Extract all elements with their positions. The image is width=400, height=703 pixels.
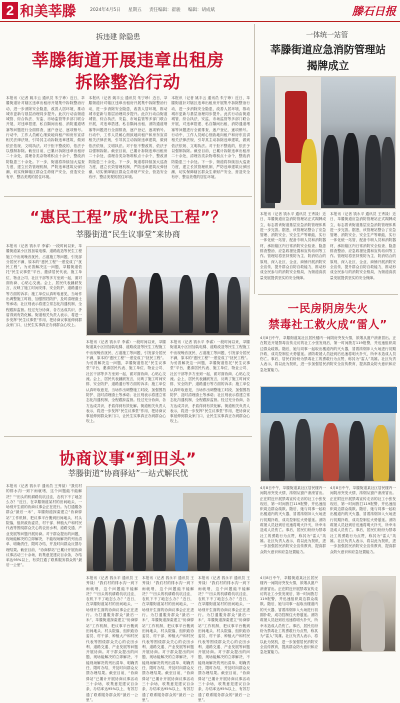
person-figure xyxy=(295,419,311,481)
responsible-editor: 责任编辑：翟骏 xyxy=(149,8,181,13)
person-figure xyxy=(153,515,166,571)
person-figure xyxy=(381,137,395,205)
person-figure xyxy=(329,595,351,651)
section-divider xyxy=(258,294,398,295)
page-header xyxy=(0,0,400,22)
person-figure xyxy=(197,517,210,571)
meeting-photo xyxy=(86,246,250,336)
article4-title-line1: 一民房阴房失火 xyxy=(287,302,369,315)
person-figure xyxy=(361,591,385,651)
field-meeting-photo xyxy=(86,486,250,572)
article1-column: 本报讯（记者 姚丰云 通讯员 朱宁珍）近日，莘滕街道针对辖区违章出租房开展集中拆除整治行动，进一步消除安全隐患，改善人居环境，推动城市更新与基层治理同步提升。此次行动由街道城管、综合执法、安监、市场监管等多部门联合开展，对违章搭建、私自隔间出租、消防通道堵塞等问题进行全面排查，逐户登记、逐项销号。行动中，工作人员耐心细致地向租户和房东宣讲相关法律法规，引导其主动拆除违章建筑，做到依法依规、文明执法。对于拒不整改的，依法予以强制拆除。截至目前，已累计拆除违章出租房二十余处，清理各类杂物堆积点十余个，整改消防隐患三十余处。下一步，街道将持续加大巡查力度，建立长效管理机制，严防违章建筑反弹回潮，切实保障辖区群众生命财产安全，营造安全有序、整洁美观的居住环境。 xyxy=(88,96,168,180)
article1-title-line2: 拆除整治行动 xyxy=(75,73,181,93)
article4-column: 4月8日中午，莘滕街道某社区居民楼内一间阴房突发火情，浓烟从窗户滚滚冒出。正在附近开展禁毒宣传走访的社工小张发现后，第一时间拨打119报警，并迅速组织周边群众疏散。随后，她与同事一起取出楼道内的灭火器，冒着浓烟冲入火场进行初期扑救，成功控制住火势蔓延。消防救援人员赶到后迅速将明火扑灭，所幸未造成人员伤亡。事后，居民们纷纷为禁毒社工的勇敢行为点赞，称其为“雷人”英雄。社区负责人表示，将以此为契机，进一步加强居民消防安全宣传教育，提高群众防火意识和应急处置能力。 xyxy=(260,336,396,372)
person-figure xyxy=(269,421,285,481)
issue-date: 2024年4月5日 xyxy=(90,8,121,13)
person-figure xyxy=(301,139,317,205)
person-figure xyxy=(123,277,137,333)
person-figure xyxy=(133,517,146,571)
person-figure xyxy=(227,277,241,333)
person-figure xyxy=(219,517,232,571)
article3-column: 本报讯（记者 钱永平 李睿）一段时间以来，莘滕街道某小区因加装电梯、道路改造等民生工程施工中出现噪音扰民、占道施工等问题，引发部分居民不满，原本的“惠民工程”一度变成了“扰民工程”。为妥善解决这一问题，莘滕街道依托“民生议事堂”平台，邀请居民代表、施工单位、物业公司、社区干部等多方坐到一起，面对面协商、心贴心交流。会上，居民代表踊跃发言，反映了施工时间安排、安全防护、道路通行等方面的诉求；施工单位认真听取意见，当场作出调整施工时段、加强围挡防护、及时清理渣土等承诺；社区则表示将建立常态化沟通机制，全程跟踪监督。经过充分协商，各方达成共识，矛盾得到有效化解。街道相关负责人表示，将进一步发挥“民生议事堂”作用，把协商议事延伸到群众家门口，让民生实事真正办到群众心坎上。 xyxy=(170,340,250,424)
article1-title-line1: 莘滕街道开展违章出租房 xyxy=(31,51,225,71)
person-figure xyxy=(149,273,163,333)
person-figure xyxy=(323,423,339,481)
person-figure xyxy=(113,519,126,571)
person-figure xyxy=(97,275,111,333)
article5-column: 本报讯（记者 钱永平 通讯员 王秀禄）“我们村的排水沟一到下雨就堵，这个问题能不能解决？”“田头的机耕路坑坑洼洼，农机下不了地怎么办？”近日，在莘滕街道某村的田间地头，一场别开生面的协商议事会正在进行。为打通服务群众“最后一米”，莘滕街道探索建立“协商驿站”工作机制，把议事平台搬到田间地头、村头院落，组织政协委员、村干部、种植大户和村民代表等围绕群众关心的农田水利、道路交通、产业发展等问题开展协商。对于群众提出的问题，现场能解决的立即解决，不能现场解决的列出清单、明确责任、限时办结，并及时向群众反馈办理结果。截至目前，“协商驿站”已累计开展协商议事活动三十余场，收集意见建议百余条，办结率达95%以上，有效打通了联系服务群众的“最后一公里”。 xyxy=(86,576,138,702)
article5-body-right xyxy=(86,576,250,702)
article1-column: 本报讯（记者 姚丰云 通讯员 朱宁珍）近日，莘滕街道针对辖区违章出租房开展集中拆除整治行动，进一步消除安全隐患，改善人居环境，推动城市更新与基层治理同步提升。此次行动由街道城管、综合执法、安监、市场监管等多部门联合开展，对违章搭建、私自隔间出租、消防通道堵塞等问题进行全面排查，逐户登记、逐项销号。行动中，工作人员耐心细致地向租户和房东宣讲相关法律法规，引导其主动拆除违章建筑，做到依法依规、文明执法。对于拒不整改的，依法予以强制拆除。截至目前，已累计拆除违章出租房二十余处，清理各类杂物堆积点十余个，整改消防隐患三十余处。下一步，街道将持续加大巡查力度，建立长效管理机制，严防违章建筑反弹回潮，切实保障辖区群众生命财产安全，营造安全有序、整洁美观的居住环境。 xyxy=(171,96,251,180)
article5-column: 本报讯（记者 钱永平 通讯员 王秀禄）“我们村的排水沟一到下雨就堵，这个问题能不能解决？”“田头的机耕路坑坑洼洼，农机下不了地怎么办？”近日，在莘滕街道某村的田间地头，一场别开生面的协商议事会正在进行。为打通服务群众“最后一米”，莘滕街道探索建立“协商驿站”工作机制，把议事平台搬到田间地头、村头院落，组织政协委员、村干部、种植大户和村民代表等围绕群众关心的农田水利、道路交通、产业发展等问题开展协商。对于群众提出的问题，现场能解决的立即解决，不能现场解决的列出清单、明确责任、限时办结，并及时向群众反馈办理结果。截至目前，“协商驿站”已累计开展协商议事活动三十余场，收集意见建议百余条，办结率达95%以上，有效打通了联系服务群众的“最后一公里”。 xyxy=(198,576,250,702)
article2-title-line1: 莘滕街道应急消防管理站 xyxy=(270,44,386,56)
article2-kicker: 一体统一站管 xyxy=(306,31,348,39)
article5-title: 协商议事“到田头” xyxy=(59,449,197,468)
section-title: 和美莘滕 xyxy=(20,4,76,20)
building xyxy=(183,493,243,523)
article2-column: 本报讯（记者 钱永平 通讯员 王秀禄）近日，莘滕街道应急消防管理站正式揭牌成立，标志着该街道基层应急消防管理体系进一步完善。据悉，该管理站整合了应急管理、消防安全、安全生产等职能，实行一体化统一站管，配备专职人员和消防器材，承担辖区内日常消防安全检查、隐患排查整治、应急救援处置和宣传培训等工作。管理站将坚持预防为主、防消结合的原则，深入社区、企业、商铺开展消防安全宣传，提升群众自防自救能力，推动形成全民参与的消防安全格局，为街道高质量发展提供坚实的安全保障。 xyxy=(260,212,326,280)
article2-column: 本报讯（记者 钱永平 通讯员 王秀禄）近日，莘滕街道应急消防管理站正式揭牌成立，标志着该街道基层应急消防管理体系进一步完善。据悉，该管理站整合了应急管理、消防安全、安全生产等职能，实行一体化统一站管，配备专职人员和消防器材，承担辖区内日常消防安全检查、隐患排查整治、应急救援处置和宣传培训等工作。管理站将坚持预防为主、防消结合的原则，深入社区、企业、商铺开展消防安全宣传，提升群众自防自救能力，推动形成全民参与的消防安全格局，为街道高质量发展提供坚实的安全保障。 xyxy=(330,212,396,280)
article1-kicker: 拆违建 除隐患 xyxy=(96,33,141,41)
article5-body-left xyxy=(6,484,82,652)
article3-column: 本报讯（记者 钱永平 李睿）一段时间以来，莘滕街道某小区因加装电梯、道路改造等民生工程施工中出现噪音扰民、占道施工等问题，引发部分居民不满，原本的“惠民工程”一度变成了“扰民工程”。为妥善解决这一问题，莘滕街道依托“民生议事堂”平台，邀请居民代表、施工单位、物业公司、社区干部等多方坐到一起，面对面协商、心贴心交流。会上，居民代表踊跃发言，反映了施工时间安排、安全防护、道路通行等方面的诉求；施工单位认真听取意见，当场作出调整施工时段、加强围挡防护、及时清理渣土等承诺；社区则表示将建立常态化沟通机制，全程跟踪监督。经过充分协商，各方达成共识，矛盾得到有效化解。街道相关负责人表示，将进一步发挥“民生议事堂”作用，把协商议事延伸到群众家门口，让民生实事真正办到群众心坎上。 xyxy=(6,244,82,328)
person-figure xyxy=(265,137,281,203)
article5-column: 本报讯（记者 钱永平 通讯员 王秀禄）“我们村的排水沟一到下雨就堵，这个问题能不能解决？”“田头的机耕路坑坑洼洼，农机下不了地怎么办？”近日，在莘滕街道某村的田间地头，一场别开生面的协商议事会正在进行。为打通服务群众“最后一米”，莘滕街道探索建立“协商驿站”工作机制，把议事平台搬到田间地头、村头院落，组织政协委员、村干部、种植大户和村民代表等围绕群众关心的农田水利、道路交通、产业发展等问题开展协商。对于群众提出的问题，现场能解决的立即解决，不能现场解决的列出清单、明确责任、限时办结，并及时向群众反馈办理结果。截至目前，“协商驿站”已累计开展协商议事活动三十余场，收集意见建议百余条，办结率达95%以上，有效打通了联系服务群众的“最后一公里”。 xyxy=(142,576,194,702)
article4-body-bottom xyxy=(260,576,318,655)
article4-column: 4月8日中午，莘滕街道某社区居民楼内一间阴房突发火情，浓烟从窗户滚滚冒出。正在附近开展禁毒宣传走访的社工小张发现后，第一时间拨打119报警，并迅速组织周边群众疏散。随后，她与同事一起取出楼道内的灭火器，冒着浓烟冲入火场进行初期扑救，成功控制住火势蔓延。消防救援人员赶到后迅速将明火扑灭，所幸未造成人员伤亡。事后，居民们纷纷为禁毒社工的勇敢行为点赞，称其为“雷人”英雄。社区负责人表示，将以此为契机，进一步加强居民消防安全宣传教育，提高群众防火意识和应急处置能力。 xyxy=(260,486,326,554)
award-photo xyxy=(260,386,396,482)
banner xyxy=(261,387,397,413)
article3-column: 本报讯（记者 钱永平 李睿）一段时间以来，莘滕街道某小区因加装电梯、道路改造等民生工程施工中出现噪音扰民、占道施工等问题，引发部分居民不满，原本的“惠民工程”一度变成了“扰民工程”。为妥善解决这一问题，莘滕街道依托“民生议事堂”平台，邀请居民代表、施工单位、物业公司、社区干部等多方坐到一起，面对面协商、心贴心交流。会上，居民代表踊跃发言，反映了施工时间安排、安全防护、道路通行等方面的诉求；施工单位认真听取意见，当场作出调整施工时段、加强围挡防护、及时清理渣土等承诺；社区则表示将建立常态化沟通机制，全程跟踪监督。经过充分协商，各方达成共识，矛盾得到有效化解。街道相关负责人表示，将进一步发挥“民生议事堂”作用，把协商议事延伸到群众家门口，让民生实事真正办到群众心坎上。 xyxy=(86,340,166,424)
editor: 编辑：胡成斌 xyxy=(188,8,215,13)
page-number: 2 xyxy=(2,2,18,19)
person-figure xyxy=(175,519,188,571)
section-divider xyxy=(4,436,252,437)
article3-body-right xyxy=(86,340,250,432)
person-figure xyxy=(373,425,389,481)
person-figure xyxy=(349,421,365,481)
person-figure xyxy=(205,273,219,333)
article2-body xyxy=(260,212,396,292)
article2-title-line2: 揭牌成立 xyxy=(307,60,349,72)
column-divider xyxy=(254,24,255,294)
article1-body xyxy=(6,96,250,192)
article4-title-line2: 禁毒社工救火成“雷人” xyxy=(268,318,388,331)
article4-body-mid xyxy=(260,486,396,572)
ceiling xyxy=(87,247,251,277)
article1-column: 本报讯（记者 姚丰云 通讯员 朱宁珍）近日，莘滕街道针对辖区违章出租房开展集中拆除整治行动，进一步消除安全隐患，改善人居环境，推动城市更新与基层治理同步提升。此次行动由街道城管、综合执法、安监、市场监管等多部门联合开展，对违章搭建、私自隔间出租、消防通道堵塞等问题进行全面排查，逐户登记、逐项销号。行动中，工作人员耐心细致地向租户和房东宣讲相关法律法规，引导其主动拆除违章建筑，做到依法依规、文明执法。对于拒不整改的，依法予以强制拆除。截至目前，已累计拆除违章出租房二十余处，清理各类杂物堆积点十余个，整改消防隐患三十余处。下一步，街道将持续加大巡查力度，建立长效管理机制，严防违章建筑反弹回潮，切实保障辖区群众生命财产安全，营造安全有序、整洁美观的居住环境。 xyxy=(6,96,85,180)
masthead-logo: 滕石日报 xyxy=(352,5,396,18)
person-figure xyxy=(323,135,339,205)
person-figure xyxy=(93,517,106,571)
article3-subtitle: 莘滕街道“民生议事堂”来协商 xyxy=(75,230,181,239)
article5-column: 本报讯（记者 钱永平 通讯员 王秀禄）“我们村的排水沟一到下雨就堵，这个问题能不能解决？”“田头的机耕路坑坑洼洼，农机下不了地怎么办？”近日，在莘滕街道某村的田间地头，一场别开生面的协商议事会正在进行。为打通服务群众“最后一米”，莘滕街道探索建立“协商驿站”工作机制，把议事平台搬到田间地头、村头院落，组织政协委员、村干部、种植大户和村民代表等围绕群众关心的农田水利、道路交通、产业发展等问题开展协商。对于群众提出的问题，现场能解决的立即解决，不能现场解决的列出清单、明确责任、限时办结，并及时向群众反馈办理结果。截至目前，“协商驿站”已累计开展协商议事活动三十余场，收集意见建议百余条，办结率达95%以上，有效打通了联系服务群众的“最后一公里”。 xyxy=(6,484,82,568)
article3-body-left xyxy=(6,244,82,432)
rescue-photo xyxy=(322,576,396,652)
person-figure xyxy=(365,135,381,205)
article4-column: 4月8日中午，莘滕街道某社区居民楼内一间阴房突发火情，浓烟从窗户滚滚冒出。正在附近开展禁毒宣传走访的社工小张发现后，第一时间拨打119报警，并迅速组织周边群众疏散。随后，她与同事一起取出楼道内的灭火器，冒着浓烟冲入火场进行初期扑救，成功控制住火势蔓延。消防救援人员赶到后迅速将明火扑灭，所幸未造成人员伤亡。事后，居民们纷纷为禁毒社工的勇敢行为点赞，称其为“雷人”英雄。社区负责人表示，将以此为契机，进一步加强居民消防安全宣传教育，提高群众防火意识和应急处置能力。 xyxy=(330,486,396,554)
ceremony-photo xyxy=(260,76,396,209)
article3-title: “惠民工程”成“扰民工程”？ xyxy=(29,208,227,226)
issue-meta xyxy=(90,7,221,13)
article4-body-top xyxy=(260,336,396,382)
issue-weekday: 星期五 xyxy=(128,8,142,13)
article4-column: 4月8日中午，莘滕街道某社区居民楼内一间阴房突发火情，浓烟从窗户滚滚冒出。正在附近开展禁毒宣传走访的社工小张发现后，第一时间拨打119报警，并迅速组织周边群众疏散。随后，她与同事一起取出楼道内的灭火器，冒着浓烟冲入火场进行初期扑救，成功控制住火势蔓延。消防救援人员赶到后迅速将明火扑灭，所幸未造成人员伤亡。事后，居民们纷纷为禁毒社工的勇敢行为点赞，称其为“雷人”英雄。社区负责人表示，将以此为契机，进一步加强居民消防安全宣传教育，提高群众防火意识和应急处置能力。 xyxy=(260,576,318,655)
section-divider xyxy=(4,196,252,197)
person-figure xyxy=(179,275,193,333)
article5-subtitle: 莘滕街道“协商驿站”一站式解民忧 xyxy=(67,469,189,478)
person-figure xyxy=(343,133,359,205)
